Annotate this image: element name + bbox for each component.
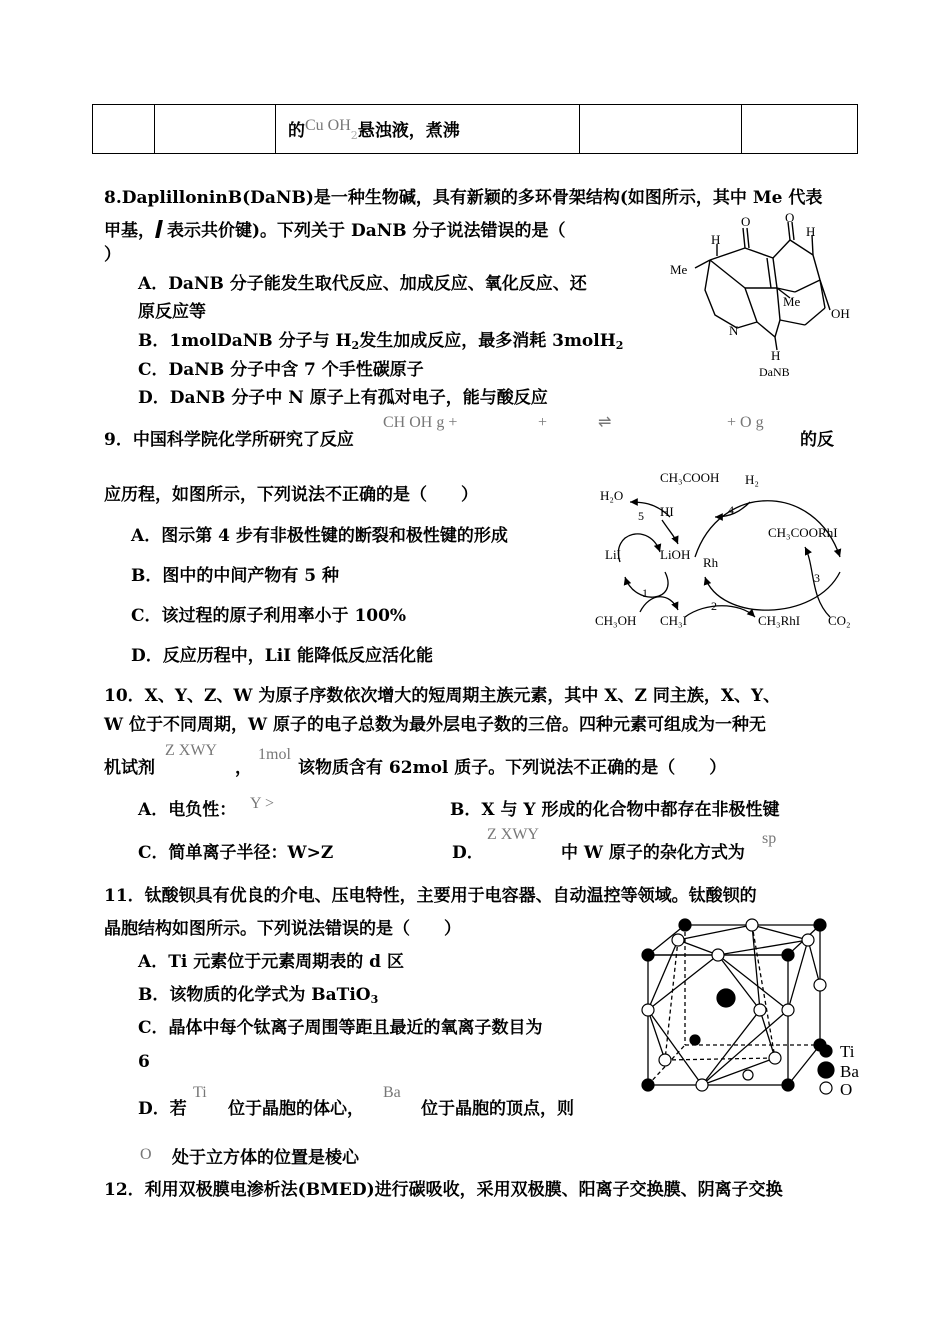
danb-oh-label: OH: [831, 306, 850, 321]
q11-ba-ion: Ba: [383, 1084, 401, 1101]
label-rh: Rh: [703, 555, 719, 570]
label-lii: LiI: [605, 547, 621, 562]
step-4-label: 4: [728, 503, 734, 517]
q10-stem-line2: W 位于不同周期，W 原子的电子总数为最外层电子数的三倍。四种元素可组成为一种无: [104, 715, 767, 735]
q8-option-d: D．DaNB 分子中 N 原子上有孤对电子，能与酸反应: [138, 388, 548, 408]
o-atom: [782, 1004, 794, 1016]
danb-me1-label: Me: [670, 262, 688, 277]
step-3-label: 3: [814, 571, 820, 585]
label-ch3cooh: CH₃COOH: [660, 470, 720, 485]
label-h2-top: H₂: [745, 472, 759, 487]
table-reagent-cell: 的Cu $OH_2$悬浊液，煮沸: [276, 105, 580, 154]
o-atom: [642, 1004, 654, 1016]
q11-option-c-line2: 6: [138, 1052, 150, 1072]
label-ch3i: CH₃I: [660, 613, 687, 628]
legend-ti-dot: [820, 1045, 832, 1057]
q8-stem-line2: 甲基， 表示共价键)。下列关于 DaNB 分子说法错误的是（: [104, 221, 566, 241]
step-1-label: 1: [642, 586, 648, 600]
table-row: [93, 105, 858, 154]
ti-atom: [782, 1079, 794, 1091]
q9-stem-line1: 9．中国科学院化学所研究了反应: [104, 430, 354, 450]
label-lioh: LiOH: [660, 547, 691, 562]
q12-stem-line1: 12．利用双极膜电渗析法(BMED)进行碳吸收，采用双极膜、阳离子交换膜、阴离子交换: [104, 1180, 783, 1200]
q10-option-c: C．简单离子半径：W>Z: [138, 843, 334, 863]
q8-option-a-line1: A．DaNB 分子能发生取代反应、加成反应、氧化反应、还: [138, 274, 587, 294]
label-hi: HI: [660, 504, 674, 519]
o-atom: [769, 1052, 781, 1064]
q9-equation-part1: CH OH g +: [383, 414, 458, 431]
q10-formula: Z XWY: [165, 742, 217, 759]
q9-equation-arrow: ⇌: [598, 414, 612, 431]
q9-option-b: B．图中的中间产物有 5 种: [131, 566, 340, 586]
danb-caption: DaNB: [759, 365, 790, 379]
o-atom: [802, 934, 814, 946]
q11-option-d: D．若: [138, 1099, 187, 1119]
danb-o1-label: O: [741, 214, 751, 229]
ti-atom: [690, 1035, 700, 1045]
q11-option-d-end: 位于晶胞的顶点，则: [421, 1099, 574, 1119]
q11-option-b: B．该物质的化学式为 BaTiO$_3$: [138, 985, 379, 1006]
ti-atom: [679, 919, 691, 931]
legend-ba-label: Ba: [840, 1062, 859, 1081]
ti-atom: [814, 919, 826, 931]
q8-stem-line3: ）: [104, 245, 121, 265]
o-atom: [672, 934, 684, 946]
q10-stem-line3-end: 该物质含有 62mol 质子。下列说法不正确的是（ ）: [298, 758, 727, 778]
bond-wedge-icon: [155, 220, 163, 238]
q10-option-a-expr: Y >: [250, 795, 274, 812]
q11-stem-line1: 11．钛酸钡具有优良的介电、压电特性，主要用于电容器、自动温控等领域。钛酸钡的: [104, 886, 757, 906]
answer-table: [92, 104, 858, 154]
q9-option-d: D．反应历程中，LiI 能降低反应活化能: [131, 646, 434, 666]
q9-option-c: C．该过程的原子利用率小于 100%: [131, 606, 407, 626]
q9-equation-part2: +: [538, 414, 548, 431]
q10-option-d-sp: sp: [762, 830, 777, 847]
q8-stem-line1: 8.DaplilloninB(DaNB)是一种生物碱，具有新颖的多环骨架结构(如图所示，其中 Me 代表: [104, 188, 823, 208]
q11-option-d-line2: 处于立方体的位置是棱心: [172, 1148, 359, 1168]
step-2-label: 2: [711, 599, 717, 613]
q11-stem-line2: 晶胞结构如图所示。下列说法错误的是（ ）: [104, 919, 461, 939]
legend-o-label: O: [840, 1080, 853, 1099]
o-atom: [659, 1054, 671, 1066]
q8-option-c: C．DaNB 分子中含 7 个手性碳原子: [138, 360, 424, 380]
q11-ti-ion: Ti: [193, 1084, 207, 1101]
danb-n-label: N: [729, 323, 739, 338]
q9-option-a: A．图示第 4 步有非极性键的断裂和极性键的形成: [131, 526, 508, 546]
q10-stem-line3: 机试剂: [104, 758, 155, 778]
o-atom: [696, 1079, 708, 1091]
label-ch3rhi: CH₃RhI: [758, 613, 801, 628]
q8-option-a-line2: 原反应等: [138, 302, 206, 322]
ti-atom: [782, 949, 794, 961]
q10-mol: 1mol: [258, 746, 291, 763]
label-h2o: H₂O: [600, 488, 624, 503]
label-ch3oh: CH₃OH: [595, 613, 637, 628]
q10-option-b: B．X 与 Y 形成的化合物中都存在非极性键: [450, 800, 780, 820]
label-co2: CO₂: [828, 613, 851, 628]
crystal-cell-figure: [630, 910, 870, 1100]
o-atom: [743, 1070, 753, 1080]
danb-structure-figure: [665, 210, 865, 385]
q9-equation-part3: + O g: [727, 414, 764, 431]
q10-option-d-formula: Z XWY: [487, 826, 539, 843]
danb-h3-label: H: [771, 348, 781, 363]
label-ch3coorhi: CH₃COORhI: [768, 525, 838, 540]
legend-o-dot: [820, 1082, 832, 1094]
danb-o2-label: O: [785, 210, 795, 225]
q11-option-a: A．Ti 元素位于元素周期表的 d 区: [138, 952, 404, 972]
reaction-mechanism-figure: [590, 462, 865, 632]
o-atom: [754, 1004, 766, 1016]
legend-ba-dot: [818, 1062, 834, 1078]
q10-comma: ，: [235, 758, 252, 778]
q10-option-d: D．: [452, 843, 484, 863]
ba-atom: [717, 989, 735, 1007]
ti-atom: [642, 949, 654, 961]
danb-h2-label: H: [806, 224, 816, 239]
q10-option-d-text: 中 W 原子的杂化方式为: [561, 843, 745, 863]
legend-ti-label: Ti: [840, 1042, 855, 1061]
o-atom: [712, 949, 724, 961]
step-5-label: 5: [638, 509, 644, 523]
q9-stem-line2: 应历程，如图所示，下列说法不正确的是（ ）: [104, 485, 478, 505]
ti-atom: [642, 1079, 654, 1091]
o-atom: [814, 979, 826, 991]
q11-o-ion: O: [140, 1146, 152, 1163]
q11-option-c-line1: C．晶体中每个钛离子周围等距且最近的氧离子数目为: [138, 1018, 543, 1038]
danb-h1-label: H: [711, 232, 721, 247]
q11-option-d-mid: 位于晶胞的体心，: [228, 1099, 364, 1119]
q9-stem-line1-end: 的反: [800, 430, 834, 450]
q10-stem-line1: 10．X、Y、Z、W 为原子序数依次增大的短周期主族元素，其中 X、Z 同主族，X、Y、: [104, 686, 781, 706]
o-atom: [746, 919, 758, 931]
q8-option-b: B．1molDaNB 分子与 $H_2$发生加成反应，最多消耗 3molH$_2$: [138, 331, 624, 352]
q10-option-a: A．电负性：: [138, 800, 237, 820]
danb-me2-label: Me: [783, 294, 801, 309]
